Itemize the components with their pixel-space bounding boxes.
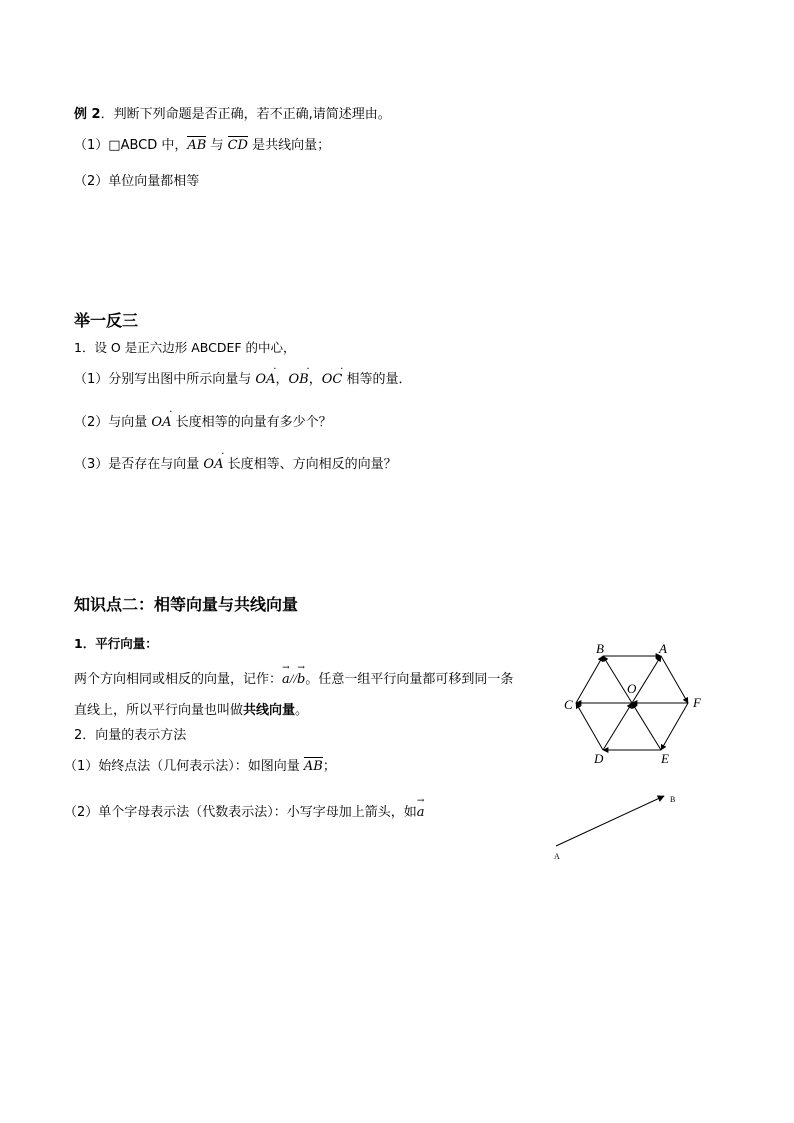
practice-q2-suffix: 长度相等的向量有多少个？ [171,415,332,430]
hexagon-figure [555,632,715,772]
edge-af [661,656,688,703]
hex-label-e: E [661,751,669,766]
parallel-vectors-heading: 1．平行向量： [74,636,158,651]
practice-q1 [74,364,412,387]
practice-q3-suffix: 长度相等、方向相反的向量？ [223,457,397,472]
vector-b: b → [297,663,306,687]
q1-parallelogram: □ABCD 中， [108,138,188,153]
method-2-text: （2）单个字母表示法（代数表示法）：小写字母加上箭头，如 [64,805,417,820]
practice-intro: 1．设 O 是正六边形 ABCDEF 的中心， [74,340,296,355]
method-1-end: ； [322,759,336,774]
q1-prefix: （1） [74,138,109,153]
vector-ab-figure [545,788,685,860]
practice-q1-prefix: （1）分别写出图中所示向量与 [74,372,256,387]
collinear-term: 共线向量 [243,703,296,718]
vector-ab: AB [187,134,206,153]
vector-oc: OC · [321,364,344,387]
example-2-line [74,103,391,122]
hex-label-c: C [564,697,573,712]
vector-oa: OA · [151,407,173,430]
vector-a: a → [282,663,290,687]
vector-oa: OA · [203,449,225,472]
vector-cd: CD [228,134,248,153]
vector-ob: OB · [288,364,310,387]
section-title-knowledge-2: 知识点二：相等向量与共线向量 [74,595,299,614]
practice-q1-suffix: 相等的量． [342,372,412,387]
q1-connector: 与 [206,138,228,153]
parallel-vectors-definition [74,663,514,687]
vector-oa: OA · [255,364,277,387]
parallel-symbol: // [289,671,298,686]
definition-part-1: 两个方向相同或相反的向量，记作： [74,672,283,687]
definition-part-2: 。任意一组平行向量都可移到同一条 [305,672,514,687]
hex-label-d: D [594,751,604,766]
hex-label-a: A [659,641,667,656]
separator: ， [275,372,289,387]
representation-heading: 2．向量的表示方法 [74,728,187,743]
section-title-practice: 举一反三 [74,311,139,330]
example-2-q1 [74,134,330,153]
collinear-text: 直线上，所以平行向量也叫做 [74,703,244,718]
vector-a: a → [416,796,425,820]
representation-method-2 [64,796,425,820]
edge-fe [661,703,688,750]
edge-dc [576,703,603,750]
collinear-end: 。 [295,703,309,718]
example-2-q2: （2）单位向量都相等 [74,174,200,189]
practice-q3 [74,449,397,472]
example-2-text: ．判断下列命题是否正确，若不正确,请简述理由。 [100,107,391,122]
q1-suffix: 是共线向量； [247,138,331,153]
example-2-label: 例 2 [74,107,101,122]
hex-label-b: B [596,641,604,656]
practice-q2-prefix: （2）与向量 [74,415,152,430]
representation-method-1 [64,755,336,774]
vector-ab: AB [304,755,323,774]
vector-end-label: B [670,795,676,804]
vector-ab-arrow [556,796,664,846]
practice-q3-prefix: （3）是否存在与向量 [74,457,204,472]
separator: ， [308,372,322,387]
vector-start-label: A [554,852,560,860]
edge-cb [576,656,603,703]
method-1-text: （1）始终点法（几何表示法）：如图向量 [64,759,304,774]
hex-label-o: O [627,681,637,696]
segment-do [603,703,632,750]
hex-label-f: F [693,695,701,710]
practice-q2 [74,407,332,430]
collinear-definition [74,699,308,718]
segment-eo [632,703,661,750]
